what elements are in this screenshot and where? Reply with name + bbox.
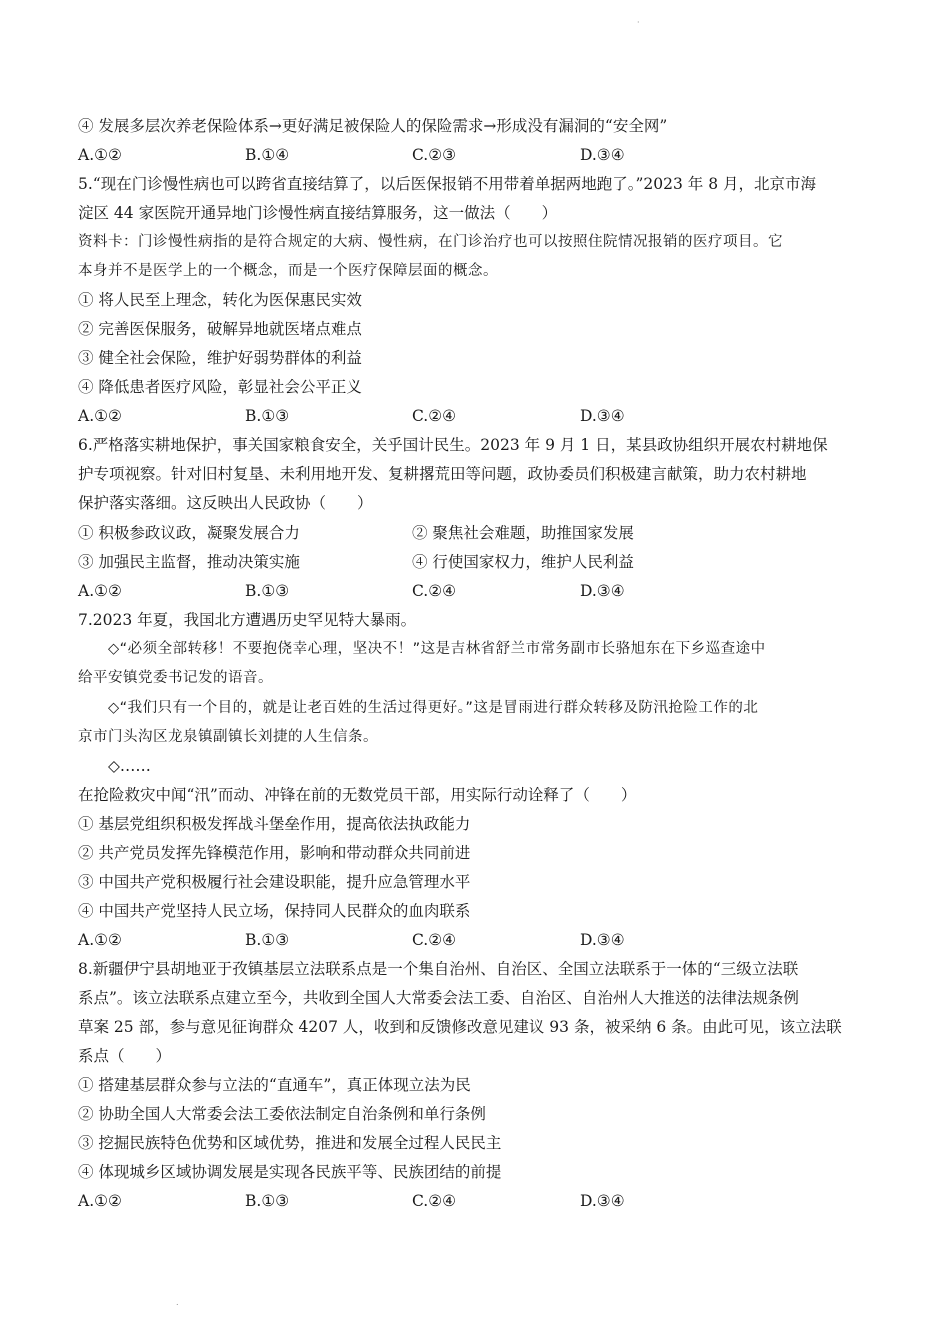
q5-card-line-2: 本身并不是医学上的一个概念，而是一个医疗保障层面的概念。 bbox=[78, 263, 498, 279]
q7-quote2-line-1: ◇“我们只有一个目的，就是让老百姓的生活过得更好。”这是冒雨进行群众转移及防汛抢险工作的北 bbox=[108, 700, 759, 716]
q7-quote1-line-2: 给平安镇党委书记发的语音。 bbox=[78, 670, 273, 686]
q6-option-a[interactable]: A.①② bbox=[78, 582, 122, 600]
q6-stem-line-1: 6.严格落实耕地保护，事关国家粮食安全，关乎国计民生。2023 年 9 月 1 日，某县政协组织开展农村耕地保 bbox=[78, 436, 828, 454]
prev-option-a[interactable]: A.①② bbox=[78, 146, 122, 164]
q5-option-b[interactable]: B.①③ bbox=[245, 407, 290, 425]
q7-option-b[interactable]: B.①③ bbox=[245, 931, 290, 949]
q7-quote1-line-1: ◇“必须全部转移！不要抱侥幸心理，坚决不！”这是吉林省舒兰市常务副市长骆旭东在下乡巡查途中 bbox=[108, 641, 766, 657]
q8-option-b[interactable]: B.①③ bbox=[245, 1192, 290, 1210]
q8-item-2: ② 协助全国人大常委会法工委依法制定自治条例和单行条例 bbox=[78, 1105, 486, 1123]
q7-option-a[interactable]: A.①② bbox=[78, 931, 122, 949]
q8-item-3: ③ 挖掘民族特色优势和区域优势，推进和发展全过程人民民主 bbox=[78, 1134, 502, 1152]
q7-item-3: ③ 中国共产党积极履行社会建设职能，提升应急管理水平 bbox=[78, 873, 471, 891]
q8-item-4: ④ 体现城乡区域协调发展是实现各民族平等、民族团结的前提 bbox=[78, 1163, 502, 1181]
q6-item-3: ③ 加强民主监督，推动决策实施 bbox=[78, 553, 300, 571]
prev-option-d[interactable]: D.③④ bbox=[580, 146, 625, 164]
q7-option-d[interactable]: D.③④ bbox=[580, 931, 625, 949]
q7-item-2: ② 共产党员发挥先锋模范作用，影响和带动群众共同前进 bbox=[78, 844, 471, 862]
prev-option-c[interactable]: C.②③ bbox=[412, 146, 457, 164]
q8-option-d[interactable]: D.③④ bbox=[580, 1192, 625, 1210]
prev-option-b[interactable]: B.①④ bbox=[245, 146, 290, 164]
q8-stem-line-4: 系点（ ） bbox=[78, 1047, 172, 1065]
q6-stem-line-3: 保护落实落细。这反映出人民政协（ ） bbox=[78, 494, 373, 512]
prev-item-4: ④ 发展多层次养老保险体系→更好满足被保险人的保险需求→形成没有漏洞的“安全网” bbox=[78, 117, 668, 135]
q6-stem-line-2: 护专项视察。针对旧村复垦、未利用地开发、复耕撂荒田等问题，政协委员们积极建言献策，助力农村耕地 bbox=[78, 465, 807, 483]
q8-item-1: ① 搭建基层群众参与立法的“直通车”，真正体现立法为民 bbox=[78, 1076, 471, 1094]
q5-card-line-1: 资料卡：门诊慢性病指的是符合规定的大病、慢性病，在门诊治疗也可以按照住院情况报销的医疗项目。它 bbox=[78, 234, 783, 250]
q5-item-1: ① 将人民至上理念，转化为医保惠民实效 bbox=[78, 291, 362, 309]
q7-item-4: ④ 中国共产党坚持人民立场，保持同人民群众的血肉联系 bbox=[78, 902, 471, 920]
q7-stem: 7.2023 年夏，我国北方遭遇历史罕见特大暴雨。 bbox=[78, 611, 417, 629]
q7-ellipsis: ◇…… bbox=[108, 757, 151, 775]
q5-item-2: ② 完善医保服务，破解异地就医堵点难点 bbox=[78, 320, 362, 338]
q6-item-1: ① 积极参政议政，凝聚发展合力 bbox=[78, 524, 300, 542]
q8-stem-line-3: 草案 25 部，参与意见征询群众 4207 人，收到和反馈修改意见建议 93 条，被采纳 6 条。由此可见，该立法联 bbox=[78, 1018, 842, 1036]
q8-stem-line-2: 系点”。该立法联系点建立至今，共收到全国人大常委会法工委、自治区、自治州人大推送的法律法规条例 bbox=[78, 989, 799, 1007]
q7-question: 在抢险救灾中闻“汛”而动、冲锋在前的无数党员干部，用实际行动诠释了（ ） bbox=[78, 786, 637, 804]
q5-stem-line-1: 5.“现在门诊慢性病也可以跨省直接结算了，以后医保报销不用带着单据两地跑了。”2023 年 8 月，北京市海 bbox=[78, 175, 816, 193]
q5-stem-line-2: 淀区 44 家医院开通异地门诊慢性病直接结算服务，这一做法（ ） bbox=[78, 204, 558, 222]
q5-item-3: ③ 健全社会保险，维护好弱势群体的利益 bbox=[78, 349, 362, 367]
q5-option-d[interactable]: D.③④ bbox=[580, 407, 625, 425]
q8-option-c[interactable]: C.②④ bbox=[412, 1192, 457, 1210]
q5-item-4: ④ 降低患者医疗风险，彰显社会公平正义 bbox=[78, 378, 362, 396]
q6-item-4: ④ 行使国家权力，维护人民利益 bbox=[412, 553, 634, 571]
q7-quote2-line-2: 京市门头沟区龙泉镇副镇长刘捷的人生信条。 bbox=[78, 729, 378, 745]
q6-item-2: ② 聚焦社会难题，助推国家发展 bbox=[412, 524, 634, 542]
q6-option-b[interactable]: B.①③ bbox=[245, 582, 290, 600]
q6-option-d[interactable]: D.③④ bbox=[580, 582, 625, 600]
q7-option-c[interactable]: C.②④ bbox=[412, 931, 457, 949]
q5-option-c[interactable]: C.②④ bbox=[412, 407, 457, 425]
q6-option-c[interactable]: C.②④ bbox=[412, 582, 457, 600]
q5-option-a[interactable]: A.①② bbox=[78, 407, 122, 425]
header-mark: · bbox=[637, 18, 640, 27]
footer-mark: . bbox=[176, 1298, 179, 1307]
q8-option-a[interactable]: A.①② bbox=[78, 1192, 122, 1210]
q7-item-1: ① 基层党组织积极发挥战斗堡垒作用，提高依法执政能力 bbox=[78, 815, 471, 833]
q8-stem-line-1: 8.新疆伊宁县胡地亚于孜镇基层立法联系点是一个集自治州、自治区、全国立法联系于一体的“三级立法联 bbox=[78, 960, 799, 978]
